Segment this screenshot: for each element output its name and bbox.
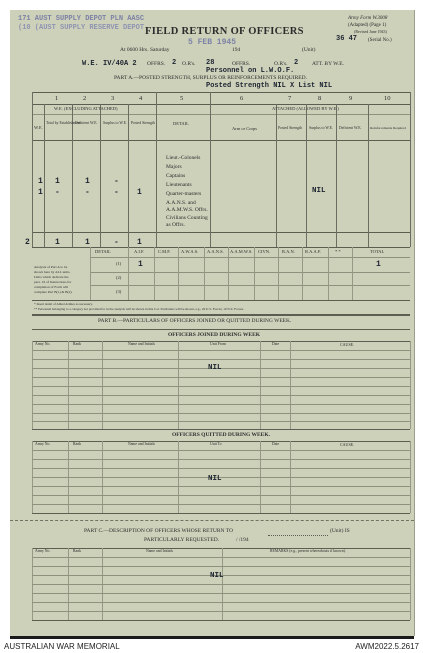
footer-left: AUSTRALIAN WAR MEMORIAL (4, 642, 120, 651)
ors2-label: O.R's. (274, 61, 288, 67)
part-c-army-no: Army No. (35, 549, 51, 553)
v-d-4 (204, 247, 205, 300)
v-q-6 (410, 441, 411, 513)
q-row-5 (32, 495, 410, 496)
unit-label: (Unit) (302, 47, 316, 53)
detail-sub2-rule (90, 285, 410, 286)
v-a-7 (276, 104, 277, 247)
v-j-4 (260, 341, 261, 429)
v-a-3 (100, 104, 101, 247)
v-a-6 (210, 92, 211, 247)
quitted-col-rule (32, 450, 410, 451)
v-a-8 (306, 104, 307, 247)
part-c-top-rule (32, 548, 410, 549)
rank-aamws: A.A.M.W.S. Offrs. (166, 207, 208, 213)
c-row-1 (32, 566, 410, 567)
part-c-title: PART C.—DESCRIPTION OF OFFICERS WHOSE RETURN TO (84, 528, 233, 534)
joined-cause: CAUSE. (340, 342, 355, 347)
j-row-4 (32, 386, 410, 387)
analysis-note-6: complete Part B(1) & B(2). (34, 290, 73, 294)
j-row-3 (32, 377, 410, 378)
col-num-1: 1 (55, 95, 59, 102)
tot5: 1 (137, 238, 142, 247)
col-num-2: 2 (83, 95, 87, 102)
v-j-0 (32, 341, 33, 429)
r2c4: - (114, 188, 119, 197)
col-num-6: 6 (240, 95, 244, 102)
v-d-3 (178, 247, 179, 300)
v-j-6 (410, 341, 411, 429)
joined-name: Name and Initials (128, 342, 155, 346)
detail-ran: R.A.N. (282, 249, 295, 254)
serial-label: (Serial No.) (368, 38, 392, 43)
form-title: FIELD RETURN OF OFFICERS (145, 26, 304, 37)
r1c2: 1 (55, 177, 60, 186)
r2c3: - (85, 188, 90, 197)
c-row-4 (32, 593, 410, 594)
quitted-cause: CAUSE. (340, 442, 355, 447)
hdr-c1: Total by Establishment (46, 121, 81, 125)
part-c-date: / /194 (236, 537, 249, 543)
r2c1: 1 (38, 188, 43, 197)
part-c-remarks: REMARKS (e.g., present whereabouts if known). (270, 549, 346, 553)
tot4: - (114, 238, 119, 247)
part-b-title: PART B.—PARTICULARS OF OFFICERS JOINED OR QUITTED DURING WEEK. (98, 318, 292, 324)
joined-heading: OFFICERS JOINED DURING WEEK (168, 332, 261, 338)
analysis-note-4: para. 16 of Instructions for (34, 280, 72, 284)
detail-total: TOTAL (370, 249, 385, 254)
form-ref-2: (Adapted) (Page 1) (348, 23, 387, 28)
form-ref-1: Army Form W.3008 (348, 16, 388, 21)
time-day-label: At 0600 Hrs. Saturday (120, 47, 170, 53)
hdr-c2: Deficient W.E. (75, 121, 98, 125)
joined-col-rule (32, 350, 410, 351)
footnote-1: * Insert detail of Allied Armies as necessary. (34, 302, 93, 306)
v-d-7 (278, 247, 279, 300)
part-c-nil: NIL (210, 572, 224, 580)
v-a-10 (368, 104, 369, 247)
joined-nil: NIL (208, 364, 222, 372)
joined-unit-from: Unit From (210, 342, 226, 346)
detail-sub2: (2) (116, 275, 122, 280)
r1c4: - (114, 177, 119, 186)
v-a-0 (32, 92, 33, 247)
part-a-top-rule (32, 92, 410, 93)
v-j-2 (102, 341, 103, 429)
v-j-3 (178, 341, 179, 429)
part-b-title-rule (32, 329, 410, 330)
detail-raaf: R.A.A.F. (305, 249, 322, 254)
part-a-typed-1: Personnel on L.W.O.F. (206, 67, 295, 75)
r1c3: 1 (85, 177, 90, 186)
j-row-6 (32, 404, 410, 405)
part-a-typed-2: Posted Strength NIL X List NIL (206, 82, 333, 90)
detail-total-value: 1 (376, 260, 381, 269)
col-num-8: 8 (318, 95, 322, 102)
we-excl-header: W.E. (EXCLUDING ATTACHED) (54, 106, 118, 111)
v-d-2 (154, 247, 155, 300)
rank-lt-col: Lieut.-Colonels (166, 155, 201, 161)
footer-right: AWM2022.5.2617 (355, 642, 419, 651)
c-bottom (32, 620, 410, 621)
v-d-8 (302, 247, 303, 300)
v-d-10 (352, 247, 353, 300)
v-a-1 (44, 104, 45, 247)
col-num-9: 9 (349, 95, 353, 102)
detail-aif: A.I.F. (134, 249, 145, 254)
tear-line (10, 520, 414, 521)
r2c2: - (55, 188, 60, 197)
col-num-4: 4 (139, 95, 143, 102)
detail-sub1-rule (90, 272, 410, 273)
detail-cmf: C.M.F. (158, 249, 171, 254)
analysis-note-2: shown here by ALL units. (34, 270, 71, 274)
detail-sub1: (1) (116, 261, 122, 266)
rank-civilians: Civilians Counting (166, 215, 208, 221)
part-c-requested: PARTICULARLY REQUESTED. (144, 537, 220, 543)
v-a-4 (128, 104, 129, 247)
attached-header: ATTACHED (ALLOWED BY W.E.) (272, 106, 339, 111)
j-row-5 (32, 395, 410, 396)
detail-civn: CIVN. (258, 249, 271, 254)
hdr-c9: Deficient W.E. (339, 126, 362, 130)
totals-rule (32, 247, 410, 248)
form-sheet (10, 10, 415, 636)
v-j-1 (68, 341, 69, 429)
v-j-5 (290, 341, 291, 429)
analysis-note-3: Units which dedicate the (34, 275, 69, 279)
joined-date: Date (272, 342, 280, 346)
hdr-c5: DETAIL (173, 121, 189, 126)
hdr-c7: Posted Strength (278, 126, 302, 130)
header-bottom-rule (32, 140, 410, 141)
rank-aans: A.A.N.S. and (166, 200, 196, 206)
rank-civilians-2: as Offrs. (166, 222, 185, 228)
c-row-3 (32, 584, 410, 585)
serial-number: 36 47 (336, 35, 358, 43)
v-c-4 (410, 548, 411, 620)
v-d-9 (328, 247, 329, 300)
attached-nil: NIL (312, 187, 326, 195)
quitted-rank: Rank (73, 442, 82, 446)
quitted-unit-to: Unit To (210, 442, 222, 446)
hdr-c3: Surplus to W.E. (103, 121, 127, 125)
r2c5: 1 (137, 188, 142, 197)
joined-rank: Rank (73, 342, 82, 346)
detail-aans: A.A.N.S. (207, 249, 224, 254)
j-row-7 (32, 413, 410, 414)
part-c-rank: Rank (73, 549, 82, 553)
tot2: 1 (55, 238, 60, 247)
ors2-value: 2 (294, 59, 299, 67)
att-by-we: ATT. BY W.E. (312, 61, 344, 67)
unit-stamp-line2: (10 (AUST SUPPLY RESERVE DEPOT (18, 24, 145, 32)
detail-label: DETAIL (95, 249, 111, 254)
unit-stamp-line1: 171 AUST SUPPLY DEPOT PLN AASC (18, 15, 145, 23)
v-d-1 (128, 247, 129, 300)
hdr-c6: Arm or Corps (232, 126, 257, 131)
col-num-5: 5 (180, 95, 184, 102)
detail-aamws: A.A.M.W.S. (230, 249, 253, 254)
analysis-note-5: completion of Form will (34, 285, 69, 289)
part-c-unit: (Unit) IS (330, 528, 350, 534)
joined-army-no: Army No. (35, 342, 51, 346)
col-num-10: 10 (384, 95, 391, 102)
rank-lieutenants: Lieutenants (166, 182, 192, 188)
rank-captains: Captains (166, 173, 186, 179)
tot1: 2 (25, 238, 30, 247)
part-c-name: Name and Initials (146, 549, 173, 553)
quitted-date: Date (272, 442, 280, 446)
q-row-2 (32, 468, 410, 469)
detail-row-rule (90, 257, 410, 258)
rank-majors: Majors (166, 164, 182, 170)
q-row-1 (32, 459, 410, 460)
offrs-value: 2 (172, 59, 177, 67)
body-bottom-rule (32, 232, 410, 233)
part-b-top-rule (32, 314, 410, 316)
v-d-5 (228, 247, 229, 300)
j-row-8 (32, 421, 410, 422)
we-header: W.E. (34, 125, 43, 130)
j-row-1 (32, 359, 410, 360)
detail-awas: A.W.A.S. (181, 249, 199, 254)
part-c-col-rule (32, 557, 410, 558)
detail-other: * * (335, 249, 341, 254)
quitted-name: Name and Initials (128, 442, 155, 446)
part-c-unit-line (268, 535, 328, 536)
scan-edge (10, 636, 414, 639)
v-a-9 (336, 104, 337, 247)
hdr-c10: Reinforcements Required (370, 126, 406, 130)
hdr-c8: Surplus to W.E. (309, 126, 333, 130)
form-ref-3: (Revised June 1943) (354, 29, 387, 34)
rank-qm: Quarter-masters (166, 191, 202, 197)
detail-bottom-rule (32, 300, 410, 301)
ors-label: O.R's. (182, 61, 196, 67)
quitted-heading: OFFICERS QUITTED DURING WEEK. (172, 432, 270, 438)
we-number: W.E. IV/40A 2 (82, 60, 137, 68)
j-bottom (32, 429, 410, 430)
col-num-3: 3 (111, 95, 115, 102)
q-row-6 (32, 504, 410, 505)
col-num-7: 7 (288, 95, 292, 102)
q-row-4 (32, 486, 410, 487)
analysis-note-1: Analysis of Part A to be (34, 265, 68, 269)
v-a-11 (410, 92, 411, 247)
r1c1: 1 (38, 177, 43, 186)
v-d-0 (90, 247, 91, 300)
group-header-rule (32, 114, 410, 115)
v-d-6 (254, 247, 255, 300)
date-stamp: 5 FEB 1945 (188, 38, 237, 47)
quitted-nil: NIL (208, 475, 222, 483)
q-bottom (32, 513, 410, 514)
c-row-5 (32, 602, 410, 603)
c-row-6 (32, 611, 410, 612)
detail-aif-value: 1 (138, 260, 143, 269)
year-label: 194 (232, 47, 241, 53)
offrs-label: OFFRS. (147, 61, 166, 67)
tot3: 1 (85, 238, 90, 247)
ors-value: 28 (206, 59, 215, 67)
hdr-c4: Posted Strength (131, 121, 155, 125)
quitted-army-no: Army No. (35, 442, 51, 446)
offrs2-label: OFFRS. (232, 61, 251, 67)
col-number-rule (32, 104, 410, 105)
footnote-2: ** Personnel belonging to a category not provided for in the analysis will be shown in this Col. Particulars will be shown, e.g., 20 U.S. Forces; 10 N.Z. Forces. (34, 307, 244, 311)
part-a-title: PART A.—POSTED STRENGTH, SURPLUS OR REINFORCEMENTS REQUIRED. (114, 75, 307, 81)
detail-sub3: (3) (116, 289, 122, 294)
v-a-5 (156, 92, 157, 247)
